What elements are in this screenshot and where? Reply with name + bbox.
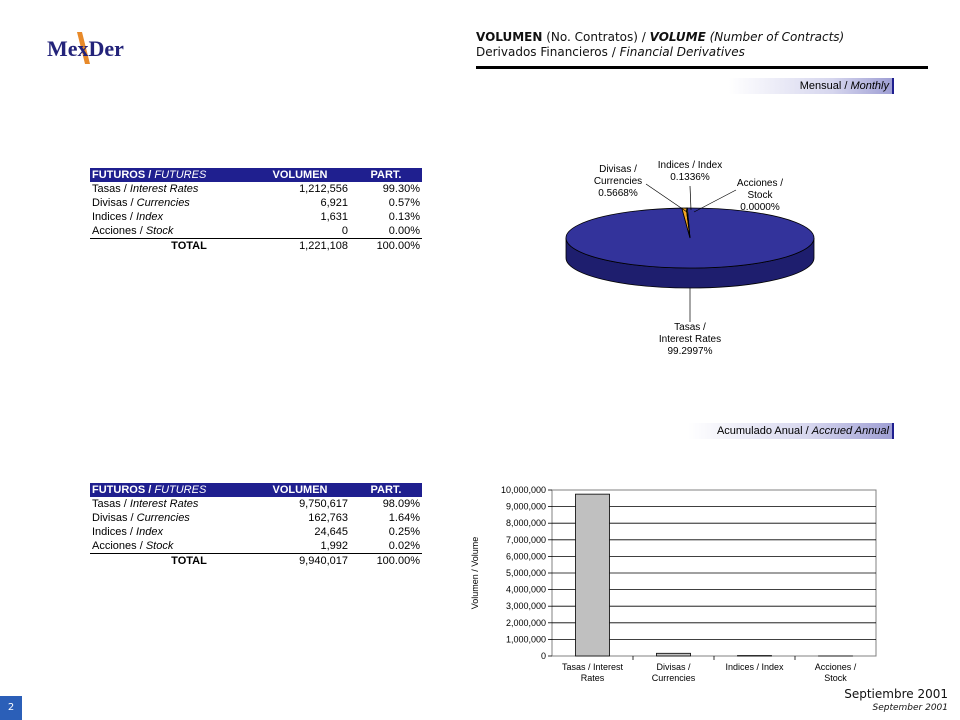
pie-leader-line bbox=[690, 186, 691, 210]
row-volume: 0 bbox=[341, 225, 348, 237]
y-axis-label: Volumen / Volume bbox=[470, 536, 480, 610]
pie-slice-label: Indices / Index 0.1336% bbox=[657, 160, 723, 183]
bar bbox=[656, 653, 690, 656]
row-volume: 1,992 bbox=[320, 540, 348, 552]
row-part: 0.25% bbox=[388, 526, 420, 538]
row-label: Divisas / Currencies bbox=[92, 512, 190, 524]
table-total-row bbox=[90, 554, 422, 569]
total-part: 100.00% bbox=[350, 554, 422, 569]
row-part: 99.30% bbox=[382, 183, 420, 195]
header-title-line bbox=[476, 30, 916, 45]
annual-bar-chart bbox=[460, 478, 890, 690]
page-header bbox=[476, 30, 916, 60]
row-volume: 9,750,617 bbox=[299, 498, 348, 510]
row-label: Indices / Index bbox=[92, 526, 163, 538]
y-tick-label: 10,000,000 bbox=[500, 485, 546, 495]
y-tick-label: 0 bbox=[540, 651, 546, 661]
row-label: Tasas / Interest Rates bbox=[92, 183, 199, 195]
col-header-volume: VOLUMEN bbox=[250, 168, 350, 182]
table-row bbox=[90, 196, 422, 210]
total-label: TOTAL bbox=[90, 554, 250, 569]
y-tick-label: 3,000,000 bbox=[505, 601, 546, 612]
y-tick-label: 6,000,000 bbox=[505, 551, 546, 562]
x-tick-label: Acciones / Stock bbox=[814, 662, 857, 683]
header-title-es-detail: (No. Contratos) / bbox=[542, 30, 650, 44]
table-row bbox=[90, 182, 422, 196]
col-header-part: PART. bbox=[350, 168, 422, 182]
footer-date-es: Septiembre 2001 bbox=[844, 687, 948, 701]
y-tick-label: 7,000,000 bbox=[505, 534, 546, 545]
row-label: Acciones / Stock bbox=[92, 540, 174, 552]
y-tick-label: 8,000,000 bbox=[505, 518, 546, 529]
pie-slice-label: Divisas / Currencies 0.5668% bbox=[593, 164, 643, 199]
row-label: Indices / Index bbox=[92, 211, 163, 223]
col-header-futures: FUTUROS / FUTURES bbox=[90, 168, 250, 182]
y-tick-label: 2,000,000 bbox=[505, 617, 546, 628]
header-subtitle-es: Derivados Financieros / bbox=[476, 45, 620, 59]
header-title-en: VOLUME bbox=[649, 30, 706, 44]
y-tick-label: 1,000,000 bbox=[505, 634, 546, 645]
x-tick-label: Tasas / Interest Rates bbox=[561, 662, 624, 683]
section-banner-annual bbox=[620, 423, 894, 439]
page-number: 2 bbox=[0, 696, 22, 720]
table-row bbox=[90, 210, 422, 224]
row-part: 98.09% bbox=[382, 498, 420, 510]
mexder-logo bbox=[46, 28, 124, 68]
row-label: Divisas / Currencies bbox=[92, 197, 190, 209]
total-label: TOTAL bbox=[90, 239, 250, 254]
table-header-row bbox=[90, 483, 422, 497]
col-header-volume: VOLUMEN bbox=[250, 483, 350, 497]
col-header-futures: FUTUROS / FUTURES bbox=[90, 483, 250, 497]
row-volume: 24,645 bbox=[314, 526, 348, 538]
x-tick-label: Indices / Index bbox=[725, 662, 784, 672]
table-row bbox=[90, 224, 422, 239]
total-volume: 1,221,108 bbox=[250, 239, 350, 254]
col-header-part: PART. bbox=[350, 483, 422, 497]
table-row bbox=[90, 511, 422, 525]
table-row bbox=[90, 497, 422, 511]
banner-monthly-en: Monthly bbox=[850, 80, 889, 92]
header-subtitle-en: Financial Derivatives bbox=[619, 45, 745, 59]
row-part: 0.13% bbox=[388, 211, 420, 223]
x-tick-label: Divisas / Currencies bbox=[651, 662, 696, 683]
logo-text: MexDer bbox=[47, 36, 124, 61]
table-row bbox=[90, 525, 422, 539]
table-row bbox=[90, 539, 422, 554]
bar bbox=[575, 494, 609, 656]
pie-slice-label: Tasas / Interest Rates 99.2997% bbox=[658, 322, 722, 357]
row-volume: 1,631 bbox=[320, 211, 348, 223]
header-subtitle-line bbox=[476, 45, 916, 60]
header-divider bbox=[476, 66, 928, 69]
header-title-es: VOLUMEN bbox=[476, 30, 543, 44]
table-header-row bbox=[90, 168, 422, 182]
section-banner-monthly bbox=[620, 78, 894, 94]
pie-leader-line bbox=[646, 184, 687, 212]
row-part: 0.57% bbox=[388, 197, 420, 209]
total-volume: 9,940,017 bbox=[250, 554, 350, 569]
row-volume: 6,921 bbox=[320, 197, 348, 209]
annual-futures-table bbox=[90, 483, 422, 568]
total-part: 100.00% bbox=[350, 239, 422, 254]
table-total-row bbox=[90, 239, 422, 254]
row-label: Acciones / Stock bbox=[92, 225, 174, 237]
monthly-futures-table bbox=[90, 168, 422, 253]
row-part: 0.02% bbox=[388, 540, 420, 552]
banner-annual-en: Accrued Annual bbox=[811, 425, 889, 437]
banner-monthly-es: Mensual / bbox=[799, 80, 851, 92]
pie-slice-label: Acciones / Stock 0.0000% bbox=[736, 178, 784, 213]
row-volume: 1,212,556 bbox=[299, 183, 348, 195]
footer-date-en: September 2001 bbox=[872, 703, 948, 713]
row-part: 0.00% bbox=[388, 225, 420, 237]
monthly-pie-chart bbox=[540, 150, 860, 370]
banner-annual-es: Acumulado Anual / bbox=[716, 425, 812, 437]
row-volume: 162,763 bbox=[308, 512, 348, 524]
row-part: 1.64% bbox=[388, 512, 420, 524]
row-label: Tasas / Interest Rates bbox=[92, 498, 199, 510]
y-tick-label: 5,000,000 bbox=[505, 568, 546, 578]
y-tick-label: 4,000,000 bbox=[505, 584, 546, 595]
header-title-en-detail: (Number of Contracts) bbox=[705, 30, 845, 44]
y-tick-label: 9,000,000 bbox=[505, 501, 546, 512]
